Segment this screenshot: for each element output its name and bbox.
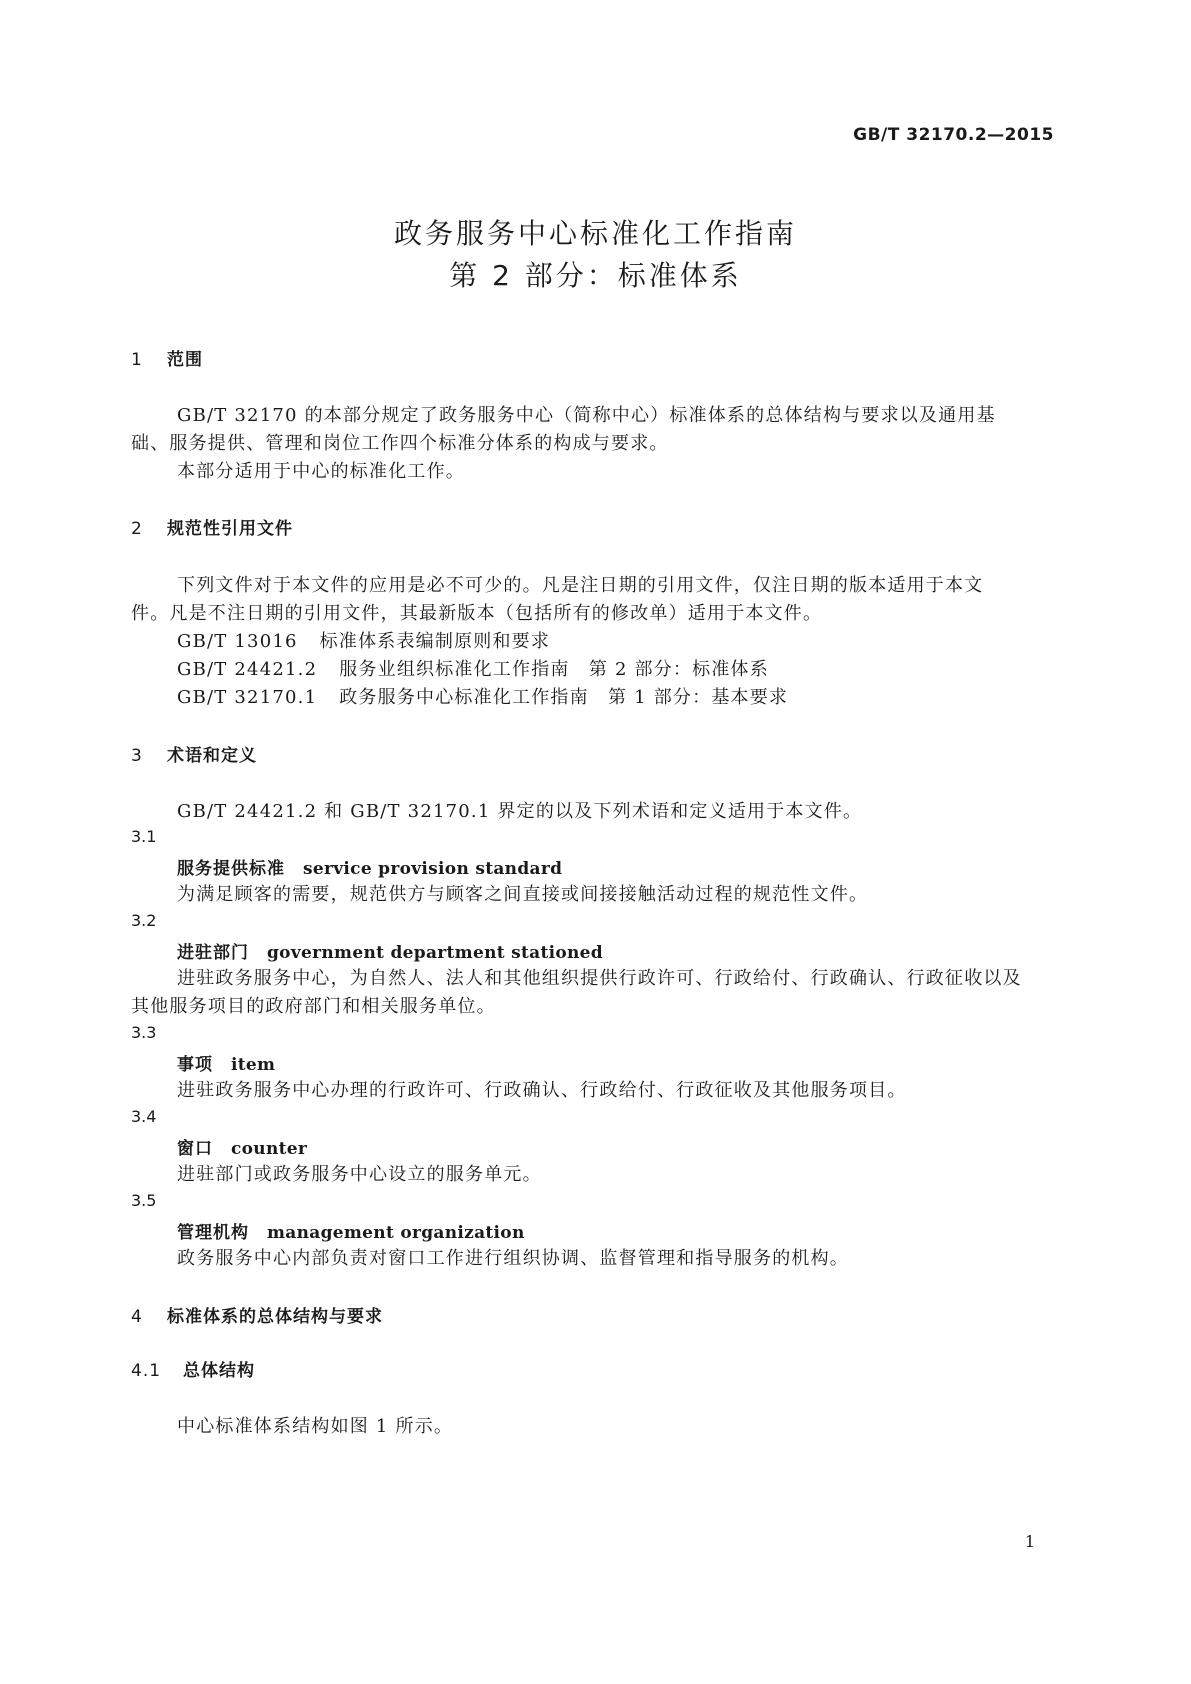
reference-item: [177, 683, 1057, 709]
term-heading: [177, 1050, 275, 1075]
section-number: 3: [131, 746, 143, 766]
paragraph: 本部分适用于中心的标准化工作。: [177, 461, 465, 482]
term-zh: 事项: [177, 1055, 213, 1075]
term-definition: 进驻政务服务中心办理的行政许可、行政确认、行政给付、行政征收及其他服务项目。: [177, 1080, 907, 1101]
section-title: 范围: [167, 350, 203, 370]
term-definition: 为满足顾客的需要，规范供方与顾客之间直接或间接接触活动过程的规范性文件。: [177, 884, 869, 905]
term-zh: 进驻部门: [177, 943, 249, 963]
section-number: 1: [131, 350, 143, 370]
term-number: 3.3: [131, 1023, 157, 1042]
section-2-heading: [131, 514, 293, 539]
paragraph: GB/T 32170 的本部分规定了政务服务中心（简称中心）标准体系的总体结构与要求以及通用基: [177, 405, 996, 426]
term-number: 3.4: [131, 1107, 157, 1126]
term-en: item: [231, 1055, 276, 1075]
term-definition-continued: 其他服务项目的政府部门和相关服务单位。: [131, 996, 496, 1017]
reference-code: GB/T 32170.1: [177, 687, 318, 708]
section-4-heading: [131, 1302, 383, 1327]
reference-title: 标准体系表编制原则和要求: [319, 631, 551, 652]
paragraph-continued: 础、服务提供、管理和岗位工作四个标准分体系的构成与要求。: [131, 433, 669, 454]
term-en: management organization: [267, 1223, 525, 1243]
term-number: 3.2: [131, 911, 157, 930]
reference-title: 服务业组织标准化工作指南 第 2 部分：标准体系: [339, 659, 769, 680]
section-number: 4: [131, 1307, 143, 1327]
term-definition: 政务服务中心内部负责对窗口工作进行组织协调、监督管理和指导服务的机构。: [177, 1248, 849, 1269]
subsection-title: 总体结构: [183, 1361, 255, 1381]
subsection-number: 4.1: [131, 1361, 162, 1381]
reference-code: GB/T 13016: [177, 631, 298, 652]
term-number: 3.5: [131, 1191, 157, 1210]
term-zh: 管理机构: [177, 1223, 249, 1243]
section-title: 规范性引用文件: [167, 519, 293, 539]
term-heading: [177, 938, 603, 963]
term-definition: 进驻部门或政务服务中心设立的服务单元。: [177, 1164, 542, 1185]
subsection-4-1-heading: [131, 1356, 255, 1381]
reference-title: 政务服务中心标准化工作指南 第 1 部分：基本要求: [339, 687, 789, 708]
document-subtitle: 第 2 部分：标准体系: [449, 259, 742, 292]
page-number: 1: [1024, 1532, 1035, 1551]
reference-item: [177, 627, 1057, 653]
term-definition: 进驻政务服务中心，为自然人、法人和其他组织提供行政许可、行政给付、行政确认、行政征收以及: [177, 968, 1022, 989]
section-1-heading: [131, 345, 203, 370]
document-title: 政务服务中心标准化工作指南: [393, 217, 797, 250]
term-heading: [177, 1134, 307, 1159]
standard-number: GB/T 32170.2—2015: [853, 125, 1054, 145]
reference-item: [177, 655, 1057, 681]
term-en: government department stationed: [267, 943, 603, 963]
section-title: 标准体系的总体结构与要求: [167, 1307, 383, 1327]
reference-code: GB/T 24421.2: [177, 659, 318, 680]
section-number: 2: [131, 519, 143, 539]
term-heading: [177, 1218, 525, 1243]
term-heading: [177, 854, 562, 879]
term-number: 3.1: [131, 827, 157, 846]
paragraph: GB/T 24421.2 和 GB/T 32170.1 界定的以及下列术语和定义适用于本文件。: [177, 801, 863, 822]
paragraph: 中心标准体系结构如图 1 所示。: [177, 1416, 454, 1437]
term-zh: 窗口: [177, 1139, 213, 1159]
term-en: service provision standard: [303, 859, 563, 879]
section-3-heading: [131, 741, 257, 766]
paragraph: 下列文件对于本文件的应用是必不可少的。凡是注日期的引用文件，仅注日期的版本适用于本文: [177, 575, 984, 596]
section-title: 术语和定义: [167, 746, 257, 766]
term-en: counter: [231, 1139, 308, 1159]
term-zh: 服务提供标准: [177, 859, 285, 879]
paragraph-continued: 件。凡是不注日期的引用文件，其最新版本（包括所有的修改单）适用于本文件。: [131, 603, 823, 624]
